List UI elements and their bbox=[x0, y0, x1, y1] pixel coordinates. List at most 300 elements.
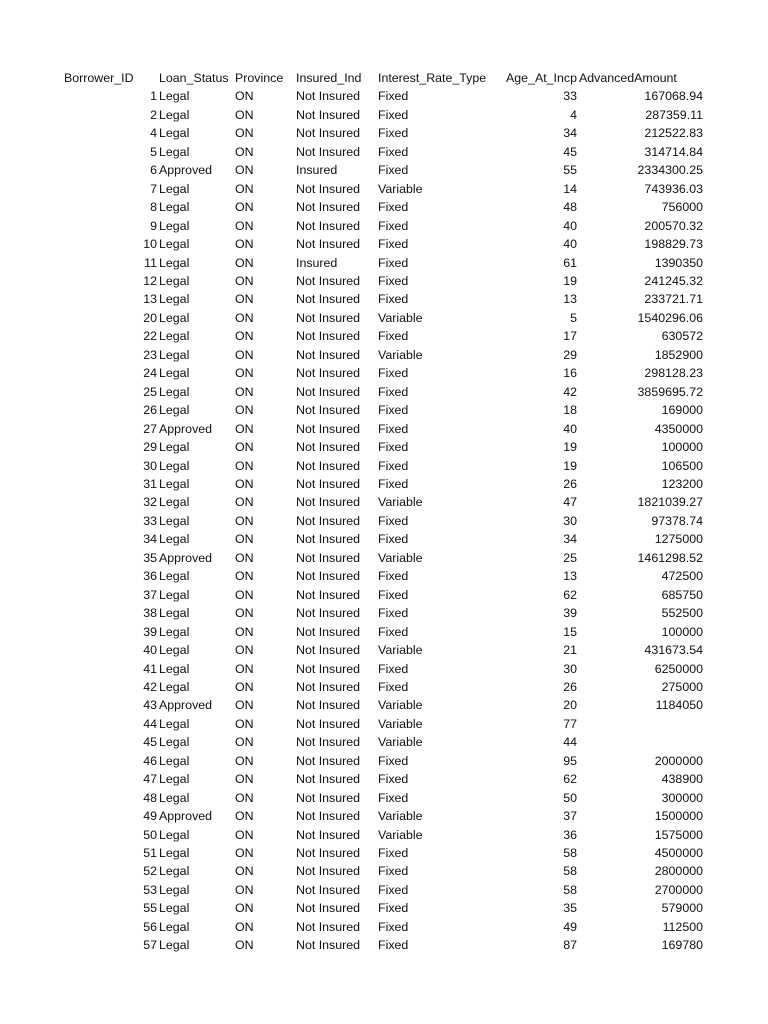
cell-interest-rate-type: Fixed bbox=[378, 679, 409, 694]
cell-interest-rate-type: Fixed bbox=[378, 366, 409, 381]
cell-interest-rate-type: Fixed bbox=[378, 144, 409, 159]
header-age-at-incp: Age_At_Incp bbox=[506, 71, 577, 85]
cell-loan-status: Legal bbox=[159, 643, 190, 658]
cell-interest-rate-type: Fixed bbox=[378, 587, 409, 602]
cell-borrower-id: 47 bbox=[143, 772, 157, 787]
cell-loan-status: Legal bbox=[159, 790, 190, 805]
cell-province: ON bbox=[235, 440, 254, 455]
cell-advanced-amount: 743936.03 bbox=[644, 181, 703, 196]
cell-age-at-incp: 40 bbox=[563, 421, 577, 436]
cell-province: ON bbox=[235, 273, 254, 288]
cell-age-at-incp: 15 bbox=[563, 624, 577, 639]
cell-loan-status: Legal bbox=[159, 366, 190, 381]
cell-advanced-amount: 4500000 bbox=[654, 846, 703, 861]
cell-interest-rate-type: Fixed bbox=[378, 606, 409, 621]
cell-age-at-incp: 39 bbox=[563, 606, 577, 621]
cell-borrower-id: 24 bbox=[143, 366, 157, 381]
cell-advanced-amount: 579000 bbox=[661, 901, 703, 916]
cell-borrower-id: 53 bbox=[143, 882, 157, 897]
cell-borrower-id: 57 bbox=[143, 938, 157, 953]
cell-province: ON bbox=[235, 292, 254, 307]
cell-province: ON bbox=[235, 310, 254, 325]
cell-loan-status: Legal bbox=[159, 292, 190, 307]
table-row bbox=[0, 106, 768, 124]
cell-province: ON bbox=[235, 846, 254, 861]
cell-loan-status: Legal bbox=[159, 901, 190, 916]
cell-advanced-amount: 100000 bbox=[661, 624, 703, 639]
cell-interest-rate-type: Variable bbox=[378, 310, 423, 325]
cell-advanced-amount: 123200 bbox=[661, 476, 703, 491]
cell-interest-rate-type: Fixed bbox=[378, 790, 409, 805]
cell-insured-ind: Not Insured bbox=[296, 661, 361, 676]
cell-age-at-incp: 58 bbox=[563, 846, 577, 861]
cell-interest-rate-type: Variable bbox=[378, 643, 423, 658]
table-row bbox=[0, 383, 768, 401]
loan-data-sheet bbox=[0, 69, 768, 955]
cell-insured-ind: Not Insured bbox=[296, 846, 361, 861]
cell-advanced-amount: 431673.54 bbox=[644, 643, 703, 658]
header-borrower-id: Borrower_ID bbox=[64, 71, 134, 85]
cell-advanced-amount: 472500 bbox=[661, 569, 703, 584]
table-row bbox=[0, 678, 768, 696]
cell-loan-status: Legal bbox=[159, 384, 190, 399]
cell-loan-status: Legal bbox=[159, 273, 190, 288]
cell-borrower-id: 56 bbox=[143, 919, 157, 934]
cell-age-at-incp: 5 bbox=[570, 310, 577, 325]
cell-borrower-id: 12 bbox=[143, 273, 157, 288]
cell-interest-rate-type: Variable bbox=[378, 550, 423, 565]
cell-age-at-incp: 62 bbox=[563, 587, 577, 602]
cell-advanced-amount: 169780 bbox=[661, 938, 703, 953]
cell-insured-ind: Not Insured bbox=[296, 366, 361, 381]
cell-loan-status: Legal bbox=[159, 458, 190, 473]
cell-insured-ind: Not Insured bbox=[296, 89, 361, 104]
cell-age-at-incp: 48 bbox=[563, 200, 577, 215]
cell-advanced-amount: 112500 bbox=[662, 919, 703, 934]
cell-insured-ind: Not Insured bbox=[296, 495, 361, 510]
cell-loan-status: Legal bbox=[159, 89, 190, 104]
cell-borrower-id: 25 bbox=[143, 384, 157, 399]
cell-borrower-id: 42 bbox=[143, 679, 157, 694]
cell-age-at-incp: 35 bbox=[563, 901, 577, 916]
cell-province: ON bbox=[235, 938, 254, 953]
cell-interest-rate-type: Fixed bbox=[378, 403, 409, 418]
cell-advanced-amount: 438900 bbox=[661, 772, 703, 787]
cell-loan-status: Legal bbox=[159, 126, 190, 141]
cell-age-at-incp: 29 bbox=[563, 347, 577, 362]
cell-loan-status: Legal bbox=[159, 495, 190, 510]
cell-interest-rate-type: Fixed bbox=[378, 938, 409, 953]
cell-insured-ind: Not Insured bbox=[296, 421, 361, 436]
cell-insured-ind: Not Insured bbox=[296, 919, 361, 934]
table-row bbox=[0, 641, 768, 659]
cell-borrower-id: 40 bbox=[143, 643, 157, 658]
cell-age-at-incp: 37 bbox=[563, 809, 577, 824]
cell-province: ON bbox=[235, 237, 254, 252]
cell-insured-ind: Not Insured bbox=[296, 292, 361, 307]
cell-insured-ind: Not Insured bbox=[296, 384, 361, 399]
cell-advanced-amount: 97378.74 bbox=[651, 513, 703, 528]
cell-insured-ind: Not Insured bbox=[296, 772, 361, 787]
cell-loan-status: Legal bbox=[159, 624, 190, 639]
cell-advanced-amount: 233721.71 bbox=[644, 292, 703, 307]
cell-province: ON bbox=[235, 772, 254, 787]
cell-advanced-amount: 6250000 bbox=[654, 661, 703, 676]
cell-loan-status: Legal bbox=[159, 513, 190, 528]
cell-interest-rate-type: Variable bbox=[378, 827, 423, 842]
cell-province: ON bbox=[235, 200, 254, 215]
cell-advanced-amount: 1275000 bbox=[654, 532, 703, 547]
cell-advanced-amount: 756000 bbox=[661, 200, 703, 215]
cell-advanced-amount: 1821039.27 bbox=[637, 495, 703, 510]
cell-age-at-incp: 34 bbox=[563, 126, 577, 141]
cell-advanced-amount: 1390350 bbox=[654, 255, 703, 270]
cell-province: ON bbox=[235, 532, 254, 547]
cell-insured-ind: Not Insured bbox=[296, 938, 361, 953]
cell-age-at-incp: 62 bbox=[563, 772, 577, 787]
cell-age-at-incp: 25 bbox=[563, 550, 577, 565]
cell-loan-status: Legal bbox=[159, 310, 190, 325]
cell-borrower-id: 31 bbox=[143, 476, 157, 491]
cell-age-at-incp: 87 bbox=[563, 938, 577, 953]
cell-borrower-id: 44 bbox=[143, 716, 157, 731]
header-row bbox=[0, 69, 768, 87]
cell-advanced-amount: 314714.84 bbox=[644, 144, 703, 159]
cell-age-at-incp: 18 bbox=[563, 403, 577, 418]
cell-province: ON bbox=[235, 421, 254, 436]
cell-interest-rate-type: Fixed bbox=[378, 919, 409, 934]
cell-interest-rate-type: Fixed bbox=[378, 569, 409, 584]
cell-interest-rate-type: Variable bbox=[378, 716, 423, 731]
cell-interest-rate-type: Fixed bbox=[378, 882, 409, 897]
cell-loan-status: Legal bbox=[159, 200, 190, 215]
cell-interest-rate-type: Fixed bbox=[378, 753, 409, 768]
cell-loan-status: Legal bbox=[159, 716, 190, 731]
header-advanced-amount: AdvancedAmount bbox=[579, 71, 677, 85]
cell-province: ON bbox=[235, 181, 254, 196]
cell-interest-rate-type: Fixed bbox=[378, 532, 409, 547]
cell-insured-ind: Not Insured bbox=[296, 107, 361, 122]
table-row bbox=[0, 327, 768, 345]
cell-advanced-amount: 200570.32 bbox=[644, 218, 703, 233]
cell-borrower-id: 43 bbox=[143, 698, 157, 713]
table-row bbox=[0, 586, 768, 604]
table-row bbox=[0, 881, 768, 899]
cell-province: ON bbox=[235, 255, 254, 270]
cell-borrower-id: 52 bbox=[143, 864, 157, 879]
cell-borrower-id: 29 bbox=[143, 440, 157, 455]
cell-loan-status: Legal bbox=[159, 735, 190, 750]
cell-interest-rate-type: Fixed bbox=[378, 661, 409, 676]
cell-insured-ind: Not Insured bbox=[296, 864, 361, 879]
cell-borrower-id: 41 bbox=[143, 661, 157, 676]
cell-interest-rate-type: Fixed bbox=[378, 846, 409, 861]
table-row bbox=[0, 899, 768, 917]
cell-province: ON bbox=[235, 495, 254, 510]
cell-interest-rate-type: Fixed bbox=[378, 255, 409, 270]
cell-loan-status: Legal bbox=[159, 440, 190, 455]
cell-advanced-amount: 212522.83 bbox=[644, 126, 703, 141]
table-row bbox=[0, 789, 768, 807]
cell-insured-ind: Not Insured bbox=[296, 882, 361, 897]
cell-province: ON bbox=[235, 735, 254, 750]
cell-interest-rate-type: Variable bbox=[378, 495, 423, 510]
cell-insured-ind: Not Insured bbox=[296, 679, 361, 694]
cell-age-at-incp: 19 bbox=[563, 440, 577, 455]
table-row bbox=[0, 530, 768, 548]
cell-province: ON bbox=[235, 901, 254, 916]
cell-age-at-incp: 45 bbox=[563, 144, 577, 159]
cell-borrower-id: 33 bbox=[143, 513, 157, 528]
table-row bbox=[0, 567, 768, 585]
table-row bbox=[0, 87, 768, 105]
cell-insured-ind: Not Insured bbox=[296, 753, 361, 768]
cell-age-at-incp: 17 bbox=[563, 329, 577, 344]
cell-insured-ind: Not Insured bbox=[296, 476, 361, 491]
cell-borrower-id: 39 bbox=[143, 624, 157, 639]
table-row bbox=[0, 936, 768, 954]
cell-age-at-incp: 40 bbox=[563, 218, 577, 233]
table-row bbox=[0, 512, 768, 530]
cell-advanced-amount: 1184050 bbox=[655, 698, 703, 713]
table-row bbox=[0, 752, 768, 770]
cell-loan-status: Legal bbox=[159, 679, 190, 694]
cell-interest-rate-type: Fixed bbox=[378, 292, 409, 307]
cell-age-at-incp: 34 bbox=[563, 532, 577, 547]
table-row bbox=[0, 770, 768, 788]
cell-province: ON bbox=[235, 384, 254, 399]
cell-interest-rate-type: Fixed bbox=[378, 476, 409, 491]
cell-insured-ind: Not Insured bbox=[296, 569, 361, 584]
cell-advanced-amount: 1500000 bbox=[654, 809, 703, 824]
cell-age-at-incp: 40 bbox=[563, 237, 577, 252]
cell-province: ON bbox=[235, 403, 254, 418]
cell-insured-ind: Insured bbox=[296, 163, 338, 178]
table-row bbox=[0, 862, 768, 880]
cell-insured-ind: Not Insured bbox=[296, 901, 361, 916]
cell-age-at-incp: 21 bbox=[563, 643, 577, 658]
cell-insured-ind: Not Insured bbox=[296, 698, 361, 713]
cell-insured-ind: Not Insured bbox=[296, 347, 361, 362]
table-row bbox=[0, 457, 768, 475]
cell-insured-ind: Not Insured bbox=[296, 735, 361, 750]
cell-borrower-id: 7 bbox=[150, 181, 157, 196]
cell-borrower-id: 9 bbox=[150, 218, 157, 233]
cell-province: ON bbox=[235, 513, 254, 528]
cell-province: ON bbox=[235, 624, 254, 639]
cell-borrower-id: 27 bbox=[143, 421, 157, 436]
cell-age-at-incp: 95 bbox=[563, 753, 577, 768]
cell-insured-ind: Not Insured bbox=[296, 144, 361, 159]
table-row bbox=[0, 180, 768, 198]
cell-interest-rate-type: Variable bbox=[378, 698, 423, 713]
cell-loan-status: Legal bbox=[159, 532, 190, 547]
cell-insured-ind: Not Insured bbox=[296, 126, 361, 141]
cell-borrower-id: 20 bbox=[143, 310, 157, 325]
table-row bbox=[0, 475, 768, 493]
cell-advanced-amount: 2700000 bbox=[654, 882, 703, 897]
cell-province: ON bbox=[235, 329, 254, 344]
cell-interest-rate-type: Fixed bbox=[378, 89, 409, 104]
cell-interest-rate-type: Fixed bbox=[378, 107, 409, 122]
cell-advanced-amount: 2800000 bbox=[654, 864, 703, 879]
header-province: Province bbox=[235, 71, 284, 85]
cell-loan-status: Legal bbox=[159, 218, 190, 233]
data-rows bbox=[0, 87, 768, 954]
header-interest-rate-type: Interest_Rate_Type bbox=[378, 71, 487, 85]
cell-loan-status: Approved bbox=[159, 421, 213, 436]
cell-advanced-amount: 300000 bbox=[661, 790, 703, 805]
cell-loan-status: Legal bbox=[159, 938, 190, 953]
cell-loan-status: Legal bbox=[159, 237, 190, 252]
cell-province: ON bbox=[235, 919, 254, 934]
cell-advanced-amount: 630572 bbox=[661, 329, 703, 344]
table-row bbox=[0, 493, 768, 511]
cell-loan-status: Approved bbox=[159, 809, 213, 824]
cell-age-at-incp: 42 bbox=[563, 384, 577, 399]
cell-province: ON bbox=[235, 587, 254, 602]
table-row bbox=[0, 604, 768, 622]
cell-interest-rate-type: Fixed bbox=[378, 458, 409, 473]
table-row bbox=[0, 826, 768, 844]
table-row bbox=[0, 733, 768, 751]
cell-insured-ind: Not Insured bbox=[296, 458, 361, 473]
cell-province: ON bbox=[235, 809, 254, 824]
cell-age-at-incp: 20 bbox=[563, 698, 577, 713]
cell-insured-ind: Not Insured bbox=[296, 790, 361, 805]
cell-insured-ind: Not Insured bbox=[296, 310, 361, 325]
cell-advanced-amount: 106500 bbox=[661, 458, 703, 473]
cell-age-at-incp: 19 bbox=[563, 458, 577, 473]
cell-insured-ind: Not Insured bbox=[296, 643, 361, 658]
cell-age-at-incp: 26 bbox=[563, 679, 577, 694]
cell-loan-status: Legal bbox=[159, 846, 190, 861]
cell-interest-rate-type: Fixed bbox=[378, 163, 409, 178]
cell-province: ON bbox=[235, 569, 254, 584]
table-row bbox=[0, 364, 768, 382]
cell-interest-rate-type: Fixed bbox=[378, 864, 409, 879]
cell-loan-status: Legal bbox=[159, 255, 190, 270]
cell-province: ON bbox=[235, 163, 254, 178]
cell-insured-ind: Not Insured bbox=[296, 440, 361, 455]
cell-advanced-amount: 2000000 bbox=[654, 753, 703, 768]
cell-insured-ind: Not Insured bbox=[296, 200, 361, 215]
cell-loan-status: Legal bbox=[159, 882, 190, 897]
cell-interest-rate-type: Fixed bbox=[378, 772, 409, 787]
cell-insured-ind: Not Insured bbox=[296, 532, 361, 547]
cell-interest-rate-type: Fixed bbox=[378, 237, 409, 252]
cell-province: ON bbox=[235, 126, 254, 141]
cell-borrower-id: 55 bbox=[143, 901, 157, 916]
cell-age-at-incp: 19 bbox=[563, 273, 577, 288]
table-row bbox=[0, 254, 768, 272]
cell-age-at-incp: 26 bbox=[563, 476, 577, 491]
cell-loan-status: Legal bbox=[159, 347, 190, 362]
cell-advanced-amount: 2334300.25 bbox=[637, 163, 703, 178]
cell-borrower-id: 30 bbox=[143, 458, 157, 473]
cell-advanced-amount: 3859695.72 bbox=[637, 384, 703, 399]
cell-insured-ind: Not Insured bbox=[296, 273, 361, 288]
cell-age-at-incp: 16 bbox=[563, 366, 577, 381]
cell-interest-rate-type: Fixed bbox=[378, 329, 409, 344]
cell-borrower-id: 51 bbox=[143, 846, 157, 861]
cell-province: ON bbox=[235, 476, 254, 491]
cell-province: ON bbox=[235, 790, 254, 805]
cell-loan-status: Legal bbox=[159, 919, 190, 934]
cell-advanced-amount: 685750 bbox=[661, 587, 703, 602]
table-row bbox=[0, 143, 768, 161]
cell-advanced-amount: 275000 bbox=[661, 679, 703, 694]
table-row bbox=[0, 124, 768, 142]
cell-insured-ind: Not Insured bbox=[296, 809, 361, 824]
cell-borrower-id: 35 bbox=[143, 550, 157, 565]
cell-age-at-incp: 77 bbox=[563, 716, 577, 731]
cell-province: ON bbox=[235, 218, 254, 233]
cell-loan-status: Approved bbox=[159, 550, 213, 565]
cell-interest-rate-type: Fixed bbox=[378, 273, 409, 288]
cell-loan-status: Legal bbox=[159, 403, 190, 418]
cell-borrower-id: 5 bbox=[150, 144, 157, 159]
cell-age-at-incp: 50 bbox=[563, 790, 577, 805]
cell-advanced-amount: 287359.11 bbox=[645, 107, 703, 122]
cell-interest-rate-type: Fixed bbox=[378, 624, 409, 639]
table-row bbox=[0, 715, 768, 733]
cell-age-at-incp: 33 bbox=[563, 89, 577, 104]
cell-province: ON bbox=[235, 716, 254, 731]
table-row bbox=[0, 696, 768, 714]
cell-age-at-incp: 13 bbox=[563, 569, 577, 584]
cell-advanced-amount: 241245.32 bbox=[644, 273, 703, 288]
cell-interest-rate-type: Variable bbox=[378, 347, 423, 362]
cell-province: ON bbox=[235, 864, 254, 879]
cell-province: ON bbox=[235, 606, 254, 621]
cell-interest-rate-type: Fixed bbox=[378, 901, 409, 916]
table-row bbox=[0, 290, 768, 308]
cell-borrower-id: 46 bbox=[143, 753, 157, 768]
cell-advanced-amount: 1852900 bbox=[654, 347, 703, 362]
table-row bbox=[0, 401, 768, 419]
table-row bbox=[0, 217, 768, 235]
table-row bbox=[0, 235, 768, 253]
cell-loan-status: Legal bbox=[159, 606, 190, 621]
cell-borrower-id: 13 bbox=[143, 292, 157, 307]
cell-age-at-incp: 4 bbox=[570, 107, 577, 122]
cell-insured-ind: Not Insured bbox=[296, 237, 361, 252]
table-row bbox=[0, 346, 768, 364]
table-row bbox=[0, 807, 768, 825]
cell-loan-status: Legal bbox=[159, 827, 190, 842]
cell-insured-ind: Not Insured bbox=[296, 716, 361, 731]
cell-province: ON bbox=[235, 107, 254, 122]
cell-borrower-id: 6 bbox=[150, 163, 157, 178]
table-row bbox=[0, 309, 768, 327]
cell-province: ON bbox=[235, 89, 254, 104]
cell-advanced-amount: 198829.73 bbox=[644, 237, 703, 252]
cell-province: ON bbox=[235, 882, 254, 897]
cell-borrower-id: 22 bbox=[143, 329, 157, 344]
cell-loan-status: Legal bbox=[159, 329, 190, 344]
cell-age-at-incp: 13 bbox=[563, 292, 577, 307]
cell-province: ON bbox=[235, 458, 254, 473]
cell-loan-status: Legal bbox=[159, 476, 190, 491]
cell-interest-rate-type: Variable bbox=[378, 809, 423, 824]
cell-advanced-amount: 1461298.52 bbox=[637, 550, 703, 565]
cell-borrower-id: 50 bbox=[143, 827, 157, 842]
cell-age-at-incp: 14 bbox=[563, 181, 577, 196]
cell-age-at-incp: 30 bbox=[563, 661, 577, 676]
cell-advanced-amount: 298128.23 bbox=[644, 366, 703, 381]
cell-province: ON bbox=[235, 679, 254, 694]
